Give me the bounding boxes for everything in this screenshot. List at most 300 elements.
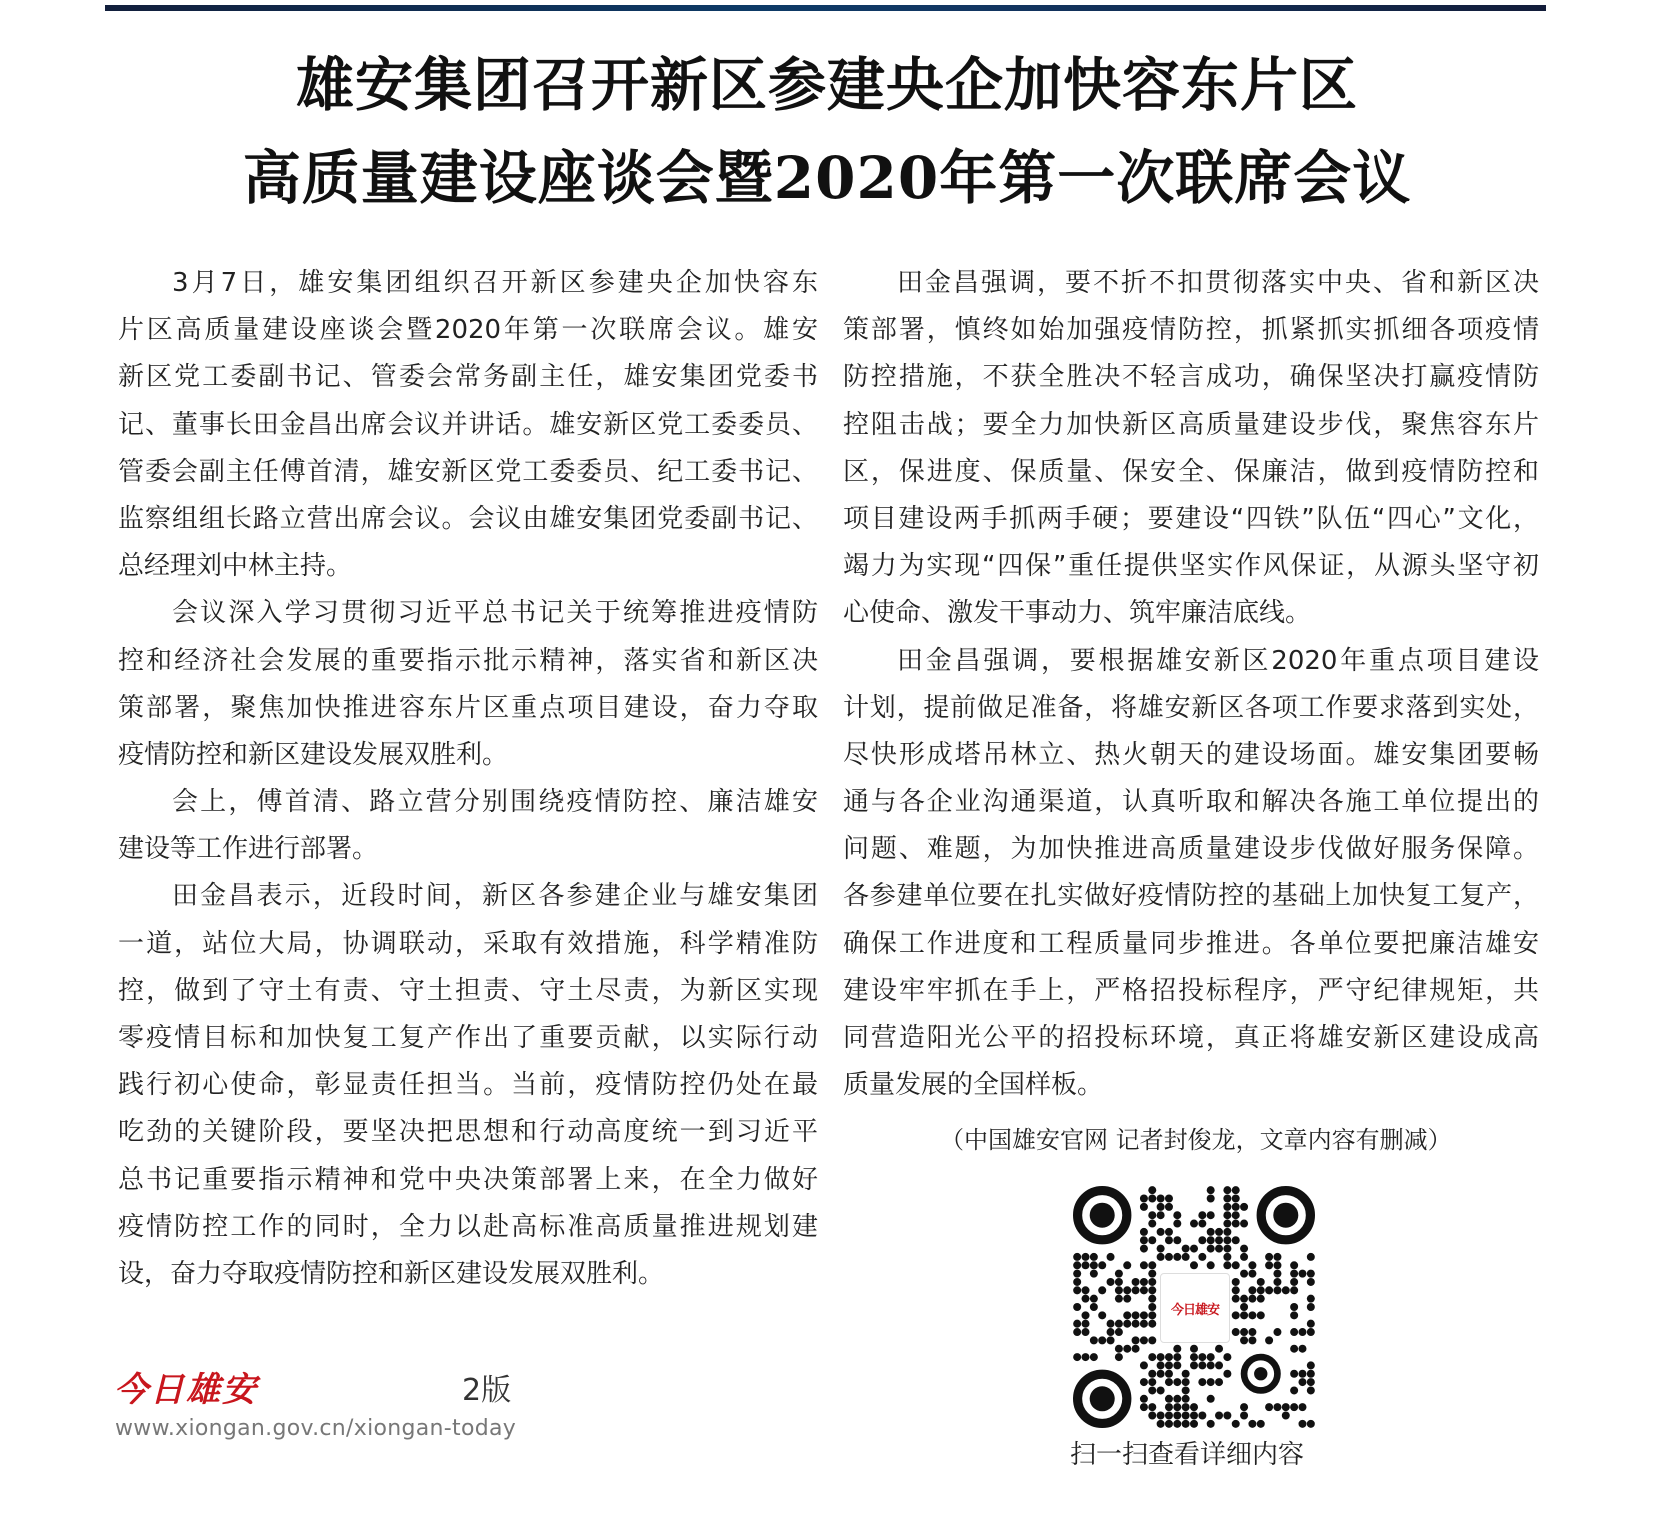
qr-module	[1073, 1328, 1081, 1336]
qr-module	[1232, 1420, 1240, 1428]
qr-module	[1107, 1278, 1115, 1286]
qr-module	[1165, 1253, 1173, 1261]
qr-module	[1148, 1353, 1156, 1361]
qr-module	[1207, 1211, 1215, 1219]
qr-module	[1148, 1270, 1156, 1278]
qr-module	[1140, 1320, 1148, 1328]
qr-module	[1257, 1278, 1265, 1286]
qr-module	[1240, 1295, 1248, 1303]
source-note: （中国雄安官网 记者封俊龙，文章内容有删减）	[940, 1126, 1452, 1154]
qr-module	[1265, 1403, 1273, 1411]
qr-module	[1140, 1378, 1148, 1386]
qr-module	[1157, 1386, 1165, 1394]
qr-module	[1257, 1295, 1265, 1303]
qr-module	[1298, 1270, 1306, 1278]
qr-module	[1090, 1353, 1098, 1361]
qr-module	[1240, 1245, 1248, 1253]
qr-module	[1115, 1345, 1123, 1353]
qr-finder-core	[1273, 1203, 1298, 1228]
qr-module	[1148, 1278, 1156, 1286]
paragraph-line: 各参建单位要在扎实做好疫情防控的基础上加快复工复产，	[843, 881, 1539, 912]
qr-module	[1198, 1378, 1206, 1386]
qr-module	[1165, 1403, 1173, 1411]
qr-module	[1157, 1211, 1165, 1219]
qr-module	[1298, 1378, 1306, 1386]
qr-module	[1223, 1203, 1231, 1211]
paragraph-line: 通与各企业沟通渠道，认真听取和解决各施工单位提出的	[843, 787, 1539, 818]
qr-module	[1240, 1253, 1248, 1261]
qr-module	[1257, 1420, 1265, 1428]
qr-module	[1148, 1411, 1156, 1419]
qr-module	[1182, 1370, 1190, 1378]
qr-module	[1207, 1195, 1215, 1203]
qr-module	[1265, 1261, 1273, 1269]
qr-module	[1165, 1195, 1173, 1203]
qr-module	[1232, 1203, 1240, 1211]
qr-module	[1223, 1236, 1231, 1244]
qr-module	[1198, 1236, 1206, 1244]
qr-module	[1098, 1286, 1106, 1294]
qr-module	[1198, 1361, 1206, 1369]
qr-module	[1273, 1328, 1281, 1336]
qr-module	[1190, 1353, 1198, 1361]
qr-module	[1215, 1236, 1223, 1244]
qr-module	[1090, 1261, 1098, 1269]
qr-module	[1073, 1261, 1081, 1269]
qr-module	[1140, 1395, 1148, 1403]
qr-module	[1173, 1253, 1181, 1261]
article-left-column	[118, 265, 818, 1303]
qr-module	[1182, 1386, 1190, 1394]
qr-module	[1232, 1195, 1240, 1203]
qr-module	[1132, 1286, 1140, 1294]
qr-module	[1157, 1245, 1165, 1253]
qr-module	[1123, 1320, 1131, 1328]
paragraph-line: 田金昌强调，要根据雄安新区2020年重点项目建设	[897, 645, 1539, 676]
qr-module	[1248, 1420, 1256, 1428]
qr-module	[1148, 1403, 1156, 1411]
paragraph-line: 田金昌强调，要不折不扣贯彻落实中央、省和新区决	[897, 268, 1539, 298]
qr-module	[1182, 1403, 1190, 1411]
qr-module	[1298, 1403, 1306, 1411]
qr-module	[1098, 1261, 1106, 1269]
paragraph-line: 3月7日，雄安集团组织召开新区参建央企加快容东	[172, 268, 818, 298]
qr-module	[1290, 1311, 1298, 1319]
qr-module	[1223, 1220, 1231, 1228]
qr-module	[1132, 1278, 1140, 1286]
qr-module	[1173, 1236, 1181, 1244]
paragraph-line: 尽快形成塔吊林立、热火朝天的建设场面。雄安集团要畅	[843, 739, 1539, 770]
paragraph-line: 竭力为实现“四保”重任提供坚实作风保证，从源头坚守初	[843, 551, 1539, 582]
qr-module	[1123, 1295, 1131, 1303]
qr-module	[1157, 1361, 1165, 1369]
qr-module	[1307, 1378, 1315, 1386]
paragraph-line: 确保工作进度和工程质量同步推进。各单位要把廉洁雄安	[843, 928, 1539, 959]
qr-module	[1232, 1278, 1240, 1286]
paragraph-line: 防控措施，不获全胜决不轻言成功，确保坚决打赢疫情防	[843, 362, 1539, 393]
qr-module	[1207, 1353, 1215, 1361]
qr-module	[1273, 1253, 1281, 1261]
qr-module	[1157, 1370, 1165, 1378]
paragraph-line: 疫情防控和新区建设发展双胜利。	[118, 739, 509, 770]
qr-module	[1223, 1195, 1231, 1203]
qr-module	[1073, 1278, 1081, 1286]
qr-module	[1307, 1295, 1315, 1303]
qr-module	[1140, 1361, 1148, 1369]
qr-module	[1307, 1328, 1315, 1336]
qr-module	[1140, 1195, 1148, 1203]
paragraph-line: 片区高质量建设座谈会暨2020年第一次联席会议。雄安	[118, 315, 818, 346]
qr-module	[1273, 1261, 1281, 1269]
qr-module	[1307, 1320, 1315, 1328]
qr-module	[1082, 1295, 1090, 1303]
qr-module	[1232, 1236, 1240, 1244]
qr-module	[1290, 1370, 1298, 1378]
qr-module	[1240, 1203, 1248, 1211]
qr-module	[1132, 1345, 1140, 1353]
qr-module	[1173, 1411, 1181, 1419]
qr-module	[1165, 1361, 1173, 1369]
brand-logo: 今日雄安	[114, 1370, 258, 1410]
paragraph-line: 记、董事长田金昌出席会议并讲话。雄安新区党工委委员、	[118, 409, 818, 440]
qr-module	[1290, 1328, 1298, 1336]
qr-module	[1140, 1311, 1148, 1319]
qr-module	[1165, 1395, 1173, 1403]
qr-module	[1148, 1303, 1156, 1311]
qr-code[interactable]	[1073, 1186, 1315, 1428]
qr-module	[1307, 1270, 1315, 1278]
qr-module	[1140, 1278, 1148, 1286]
article-right-column	[843, 265, 1539, 1114]
qr-module	[1207, 1186, 1215, 1194]
qr-module	[1073, 1270, 1081, 1278]
qr-module	[1307, 1278, 1315, 1286]
paragraph-line: 控，做到了守土有责、守土担责、守土尽责，为新区实现	[118, 975, 818, 1006]
qr-module	[1232, 1295, 1240, 1303]
qr-module	[1090, 1270, 1098, 1278]
qr-module	[1115, 1353, 1123, 1361]
qr-module	[1082, 1253, 1090, 1261]
paragraph-line: 策部署，聚焦加快推进容东片区重点项目建设，奋力夺取	[118, 692, 818, 723]
qr-module	[1273, 1403, 1281, 1411]
qr-module	[1232, 1328, 1240, 1336]
qr-module	[1173, 1420, 1181, 1428]
qr-module	[1140, 1203, 1148, 1211]
qr-module	[1107, 1336, 1115, 1344]
qr-module	[1190, 1403, 1198, 1411]
qr-module	[1207, 1378, 1215, 1386]
qr-module	[1123, 1345, 1131, 1353]
qr-module	[1115, 1286, 1123, 1294]
qr-module	[1290, 1270, 1298, 1278]
qr-module	[1132, 1320, 1140, 1328]
qr-module	[1290, 1286, 1298, 1294]
qr-module	[1223, 1261, 1231, 1269]
qr-module	[1173, 1345, 1181, 1353]
qr-module	[1140, 1228, 1148, 1236]
qr-module	[1082, 1328, 1090, 1336]
paragraph-line: 吃劲的关键阶段，要坚决把思想和行动高度统一到习近平	[118, 1117, 818, 1148]
qr-module	[1223, 1186, 1231, 1194]
qr-module	[1165, 1411, 1173, 1419]
qr-module	[1173, 1395, 1181, 1403]
qr-finder-core	[1254, 1367, 1267, 1380]
qr-module	[1107, 1320, 1115, 1328]
qr-module	[1298, 1345, 1306, 1353]
qr-module	[1198, 1211, 1206, 1219]
qr-module	[1290, 1345, 1298, 1353]
qr-module	[1073, 1253, 1081, 1261]
qr-module	[1082, 1311, 1090, 1319]
paragraph-line: 建设等工作进行部署。	[118, 834, 379, 865]
qr-module	[1098, 1336, 1106, 1344]
qr-module	[1140, 1336, 1148, 1344]
qr-module	[1215, 1361, 1223, 1369]
qr-module	[1190, 1261, 1198, 1269]
paragraph-line: 田金昌表示，近段时间，新区各参建企业与雄安集团	[172, 881, 818, 912]
qr-finder-core	[1090, 1386, 1115, 1411]
qr-module	[1248, 1295, 1256, 1303]
qr-module	[1232, 1261, 1240, 1269]
qr-module	[1090, 1303, 1098, 1311]
qr-module	[1165, 1203, 1173, 1211]
qr-module	[1273, 1278, 1281, 1286]
qr-module	[1298, 1420, 1306, 1428]
qr-module	[1082, 1286, 1090, 1294]
qr-module	[1307, 1303, 1315, 1311]
qr-module	[1290, 1261, 1298, 1269]
qr-module	[1132, 1336, 1140, 1344]
qr-module	[1173, 1353, 1181, 1361]
title-line-1: 雄安集团召开新区参建央企加快容东片区	[295, 51, 1358, 119]
qr-module	[1290, 1403, 1298, 1411]
paragraph-line: 同营造阳光公平的招投标环境，真正将雄安新区建设成高	[843, 1023, 1539, 1053]
qr-module	[1132, 1311, 1140, 1319]
qr-module	[1273, 1270, 1281, 1278]
paragraph-line: 会上，傅首清、路立营分别围绕疫情防控、廉洁雄安	[172, 787, 818, 818]
qr-module	[1157, 1195, 1165, 1203]
qr-module	[1223, 1253, 1231, 1261]
paragraph-line: 践行初心使命，彰显责任担当。当前，疫情防控仍处在最	[118, 1070, 818, 1101]
qr-module	[1123, 1261, 1131, 1269]
qr-module	[1082, 1261, 1090, 1269]
qr-module	[1140, 1245, 1148, 1253]
qr-module	[1248, 1261, 1256, 1269]
qr-module	[1215, 1245, 1223, 1253]
paragraph-line: 设，奋力夺取疫情防控和新区建设发展双胜利。	[118, 1258, 665, 1289]
qr-module	[1140, 1286, 1148, 1294]
qr-module	[1290, 1386, 1298, 1394]
qr-module	[1140, 1403, 1148, 1411]
qr-module	[1207, 1395, 1215, 1403]
qr-module	[1232, 1220, 1240, 1228]
qr-module	[1207, 1361, 1215, 1369]
qr-module	[1182, 1245, 1190, 1253]
qr-module	[1240, 1411, 1248, 1419]
qr-module	[1248, 1286, 1256, 1294]
qr-module	[1232, 1286, 1240, 1294]
qr-module	[1248, 1336, 1256, 1344]
header-accent-bar	[105, 5, 1546, 11]
qr-module	[1282, 1286, 1290, 1294]
qr-module	[1298, 1370, 1306, 1378]
qr-module	[1107, 1328, 1115, 1336]
qr-module	[1123, 1311, 1131, 1319]
qr-module	[1148, 1386, 1156, 1394]
qr-module	[1073, 1320, 1081, 1328]
paragraph-line: 问题、难题，为加快推进高质量建设步伐做好服务保障。	[843, 834, 1539, 865]
qr-module	[1215, 1411, 1223, 1419]
qr-module	[1082, 1353, 1090, 1361]
paragraph-line: 建设牢牢抓在手上，严格招投标程序，严守纪律规矩，共	[843, 975, 1539, 1006]
qr-module	[1073, 1353, 1081, 1361]
qr-module	[1157, 1203, 1165, 1211]
qr-module	[1182, 1378, 1190, 1386]
qr-module	[1173, 1361, 1181, 1369]
qr-module	[1282, 1411, 1290, 1419]
qr-module	[1157, 1253, 1165, 1261]
title-line-2: 高质量建设座谈会暨2020年第一次联席会议	[242, 144, 1412, 212]
qr-module	[1115, 1320, 1123, 1328]
paragraph-line: 新区党工委副书记、管委会常务副主任，雄安集团党委书	[118, 362, 818, 393]
qr-module	[1207, 1236, 1215, 1244]
qr-module	[1173, 1378, 1181, 1386]
paragraph-line: 计划，提前做足准备，将雄安新区各项工作要求落到实处，	[843, 692, 1539, 723]
qr-module	[1265, 1286, 1273, 1294]
qr-module	[1215, 1378, 1223, 1386]
qr-module	[1090, 1336, 1098, 1344]
qr-module	[1173, 1220, 1181, 1228]
qr-module	[1298, 1328, 1306, 1336]
qr-module	[1157, 1228, 1165, 1236]
qr-module	[1165, 1378, 1173, 1386]
qr-module	[1148, 1236, 1156, 1244]
qr-module	[1148, 1336, 1156, 1344]
paragraph-line: 质量发展的全国样板。	[843, 1070, 1104, 1101]
paragraph-line: 总经理刘中林主持。	[118, 551, 353, 582]
qr-module	[1215, 1228, 1223, 1236]
qr-module	[1223, 1411, 1231, 1419]
qr-module	[1240, 1336, 1248, 1344]
qr-module	[1115, 1278, 1123, 1286]
qr-module	[1148, 1186, 1156, 1194]
qr-module	[1090, 1295, 1098, 1303]
qr-module	[1082, 1320, 1090, 1328]
qr-module	[1157, 1353, 1165, 1361]
qr-module	[1190, 1245, 1198, 1253]
qr-module	[1148, 1195, 1156, 1203]
qr-module	[1148, 1311, 1156, 1319]
qr-module	[1248, 1311, 1256, 1319]
qr-module	[1190, 1220, 1198, 1228]
qr-module	[1240, 1303, 1248, 1311]
qr-module	[1182, 1420, 1190, 1428]
qr-module	[1307, 1420, 1315, 1428]
qr-module	[1240, 1311, 1248, 1319]
qr-module	[1240, 1403, 1248, 1411]
qr-module	[1140, 1261, 1148, 1269]
qr-finder-core	[1090, 1203, 1115, 1228]
qr-module	[1307, 1386, 1315, 1394]
qr-module	[1182, 1411, 1190, 1419]
qr-module	[1207, 1228, 1215, 1236]
qr-module	[1265, 1336, 1273, 1344]
qr-module	[1223, 1211, 1231, 1219]
paragraph-line: 区，保进度、保质量、保安全、保廉洁，做到疫情防控和	[843, 456, 1539, 487]
qr-module	[1148, 1378, 1156, 1386]
qr-module	[1240, 1328, 1248, 1336]
qr-module	[1165, 1353, 1173, 1361]
qr-module	[1148, 1261, 1156, 1269]
paragraph-line: 疫情防控工作的同时，全力以赴高标准高质量推进规划建	[118, 1211, 818, 1242]
qr-module	[1107, 1253, 1115, 1261]
edition-label: 2版	[462, 1373, 512, 1408]
footer-url[interactable]: www.xiongan.gov.cn/xiongan-today	[115, 1416, 517, 1441]
qr-module	[1148, 1286, 1156, 1294]
qr-module	[1115, 1328, 1123, 1336]
qr-module	[1148, 1295, 1156, 1303]
paragraph-line: 控和经济社会发展的重要指示批示精神，落实省和新区决	[118, 645, 818, 676]
qr-module	[1190, 1420, 1198, 1428]
qr-module	[1148, 1370, 1156, 1378]
paragraph-line: 监察组组长路立营出席会议。会议由雄安集团党委副书记、	[118, 503, 818, 534]
qr-module	[1307, 1370, 1315, 1378]
paragraph-line: 总书记重要指示精神和党中央决策部署上来，在全力做好	[118, 1164, 818, 1195]
qr-module	[1248, 1270, 1256, 1278]
qr-module	[1148, 1220, 1156, 1228]
qr-module	[1198, 1411, 1206, 1419]
qr-module	[1232, 1211, 1240, 1219]
qr-module	[1148, 1320, 1156, 1328]
qr-module	[1232, 1311, 1240, 1319]
qr-module	[1307, 1361, 1315, 1369]
qr-module	[1123, 1286, 1131, 1294]
qr-module	[1165, 1370, 1173, 1378]
paragraph-line: 会议深入学习贯彻习近平总书记关于统筹推进疫情防	[172, 598, 818, 629]
qr-module	[1115, 1295, 1123, 1303]
qr-caption: 扫一扫查看详细内容	[1070, 1440, 1305, 1470]
qr-module	[1148, 1211, 1156, 1219]
qr-module	[1198, 1253, 1206, 1261]
qr-module	[1115, 1270, 1123, 1278]
qr-module	[1165, 1420, 1173, 1428]
qr-module	[1182, 1253, 1190, 1261]
qr-module	[1190, 1345, 1198, 1353]
qr-module	[1190, 1361, 1198, 1369]
qr-module	[1215, 1345, 1223, 1353]
qr-module	[1190, 1411, 1198, 1419]
qr-module	[1182, 1395, 1190, 1403]
qr-module	[1223, 1245, 1231, 1253]
qr-module	[1257, 1286, 1265, 1294]
paragraph-line: 项目建设两手抓两手硬；要建设“四铁”队伍“四心”文化，	[843, 503, 1539, 534]
qr-module	[1165, 1236, 1173, 1244]
qr-module	[1265, 1253, 1273, 1261]
paragraph-line: 一道，站位大局，协调联动，采取有效措施，科学精准防	[118, 928, 818, 959]
qr-module	[1290, 1303, 1298, 1311]
qr-module	[1207, 1261, 1215, 1269]
qr-module	[1165, 1228, 1173, 1236]
qr-module	[1073, 1286, 1081, 1294]
qr-module	[1232, 1186, 1240, 1194]
qr-center-logo: 今日雄安	[1160, 1273, 1230, 1343]
qr-module	[1240, 1220, 1248, 1228]
qr-module	[1157, 1411, 1165, 1419]
qr-module	[1223, 1228, 1231, 1236]
qr-module	[1257, 1311, 1265, 1319]
qr-module	[1173, 1211, 1181, 1219]
paragraph-line: 控阻击战；要全力加快新区高质量建设步伐，聚焦容东片	[843, 409, 1539, 440]
